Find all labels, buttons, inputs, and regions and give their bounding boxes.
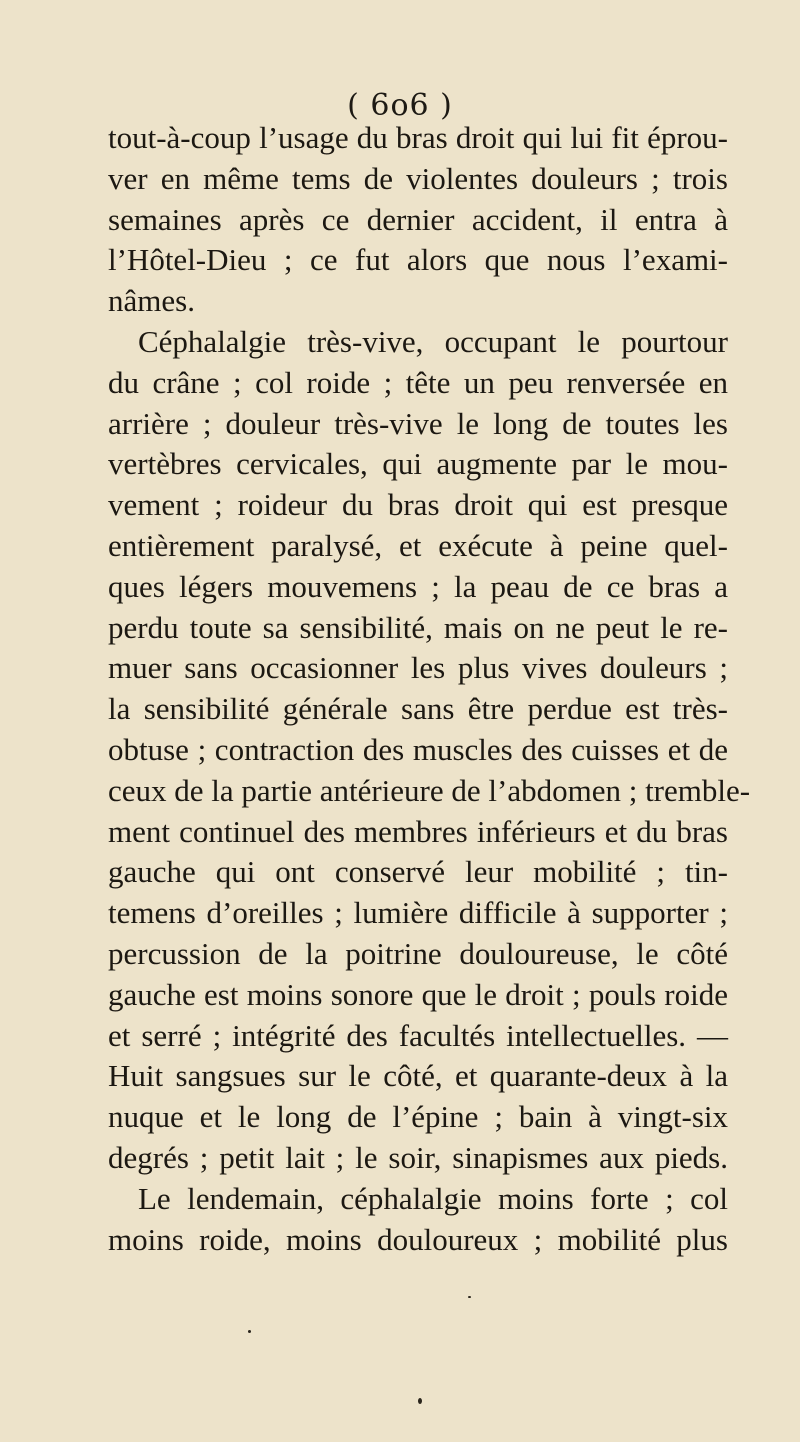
text-line: du crâne ; col roide ; tête un peu renversée en (108, 364, 728, 400)
text-line: semaines après ce dernier accident, il entra à (108, 201, 728, 237)
text-line: vertèbres cervicales, qui augmente par le mou- (108, 446, 728, 482)
paper-speck (468, 1296, 471, 1298)
text-line: obtuse ; contraction des muscles des cuisses et de (108, 731, 728, 767)
text-line: nuque et le long de l’épine ; bain à vingt-six (108, 1099, 728, 1135)
text-line: l’Hôtel-Dieu ; ce fut alors que nous l’exami- (108, 242, 728, 278)
text-line: la sensibilité générale sans être perdue est très- (108, 691, 728, 727)
text-line: gauche est moins sonore que le droit ; pouls roide (108, 976, 728, 1012)
text-line: entièrement paralysé, et exécute à peine quel- (108, 527, 728, 563)
paper-speck (248, 1330, 251, 1333)
text-line: vement ; roideur du bras droit qui est presque (108, 487, 728, 523)
text-line: muer sans occasionner les plus vives douleurs ; (108, 650, 728, 686)
page-number: ( 6o6 ) (347, 88, 453, 123)
paragraph-start-line: Le lendemain, céphalalgie moins forte ; col (138, 1180, 728, 1216)
text-line: ver en même tems de violentes douleurs ; trois (108, 160, 728, 196)
text-line: ment continuel des membres inférieurs et du bras (108, 813, 728, 849)
text-line: perdu toute sa sensibilité, mais on ne peut le re- (108, 609, 728, 645)
text-line: tout-à-coup l’usage du bras droit qui lui fit éprou- (108, 120, 728, 155)
text-line: ceux de la partie antérieure de l’abdomen ; tremble- (108, 772, 751, 808)
text-line: gauche qui ont conservé leur mobilité ; tin- (108, 854, 728, 890)
page-body-text (108, 118, 751, 1260)
text-line: percussion de la poitrine douloureuse, le côté (108, 935, 728, 971)
paper-speck (418, 1398, 422, 1404)
text-line: et serré ; intégrité des facultés intellectuelles. — (108, 1017, 728, 1053)
text-line: nâmes. (108, 283, 195, 319)
text-line: arrière ; douleur très-vive le long de toutes les (108, 405, 728, 441)
text-line: moins roide, moins douloureux ; mobilité plus (108, 1221, 728, 1257)
text-line: ques légers mouvemens ; la peau de ce bras a (108, 568, 728, 604)
text-line: temens d’oreilles ; lumière difficile à supporter ; (108, 895, 728, 931)
paragraph-start-line: Céphalalgie très-vive, occupant le pourtour (138, 323, 728, 359)
text-line: degrés ; petit lait ; le soir, sinapismes aux pieds. (108, 1139, 728, 1175)
text-line: Huit sangsues sur le côté, et quarante-deux à la (108, 1058, 728, 1094)
